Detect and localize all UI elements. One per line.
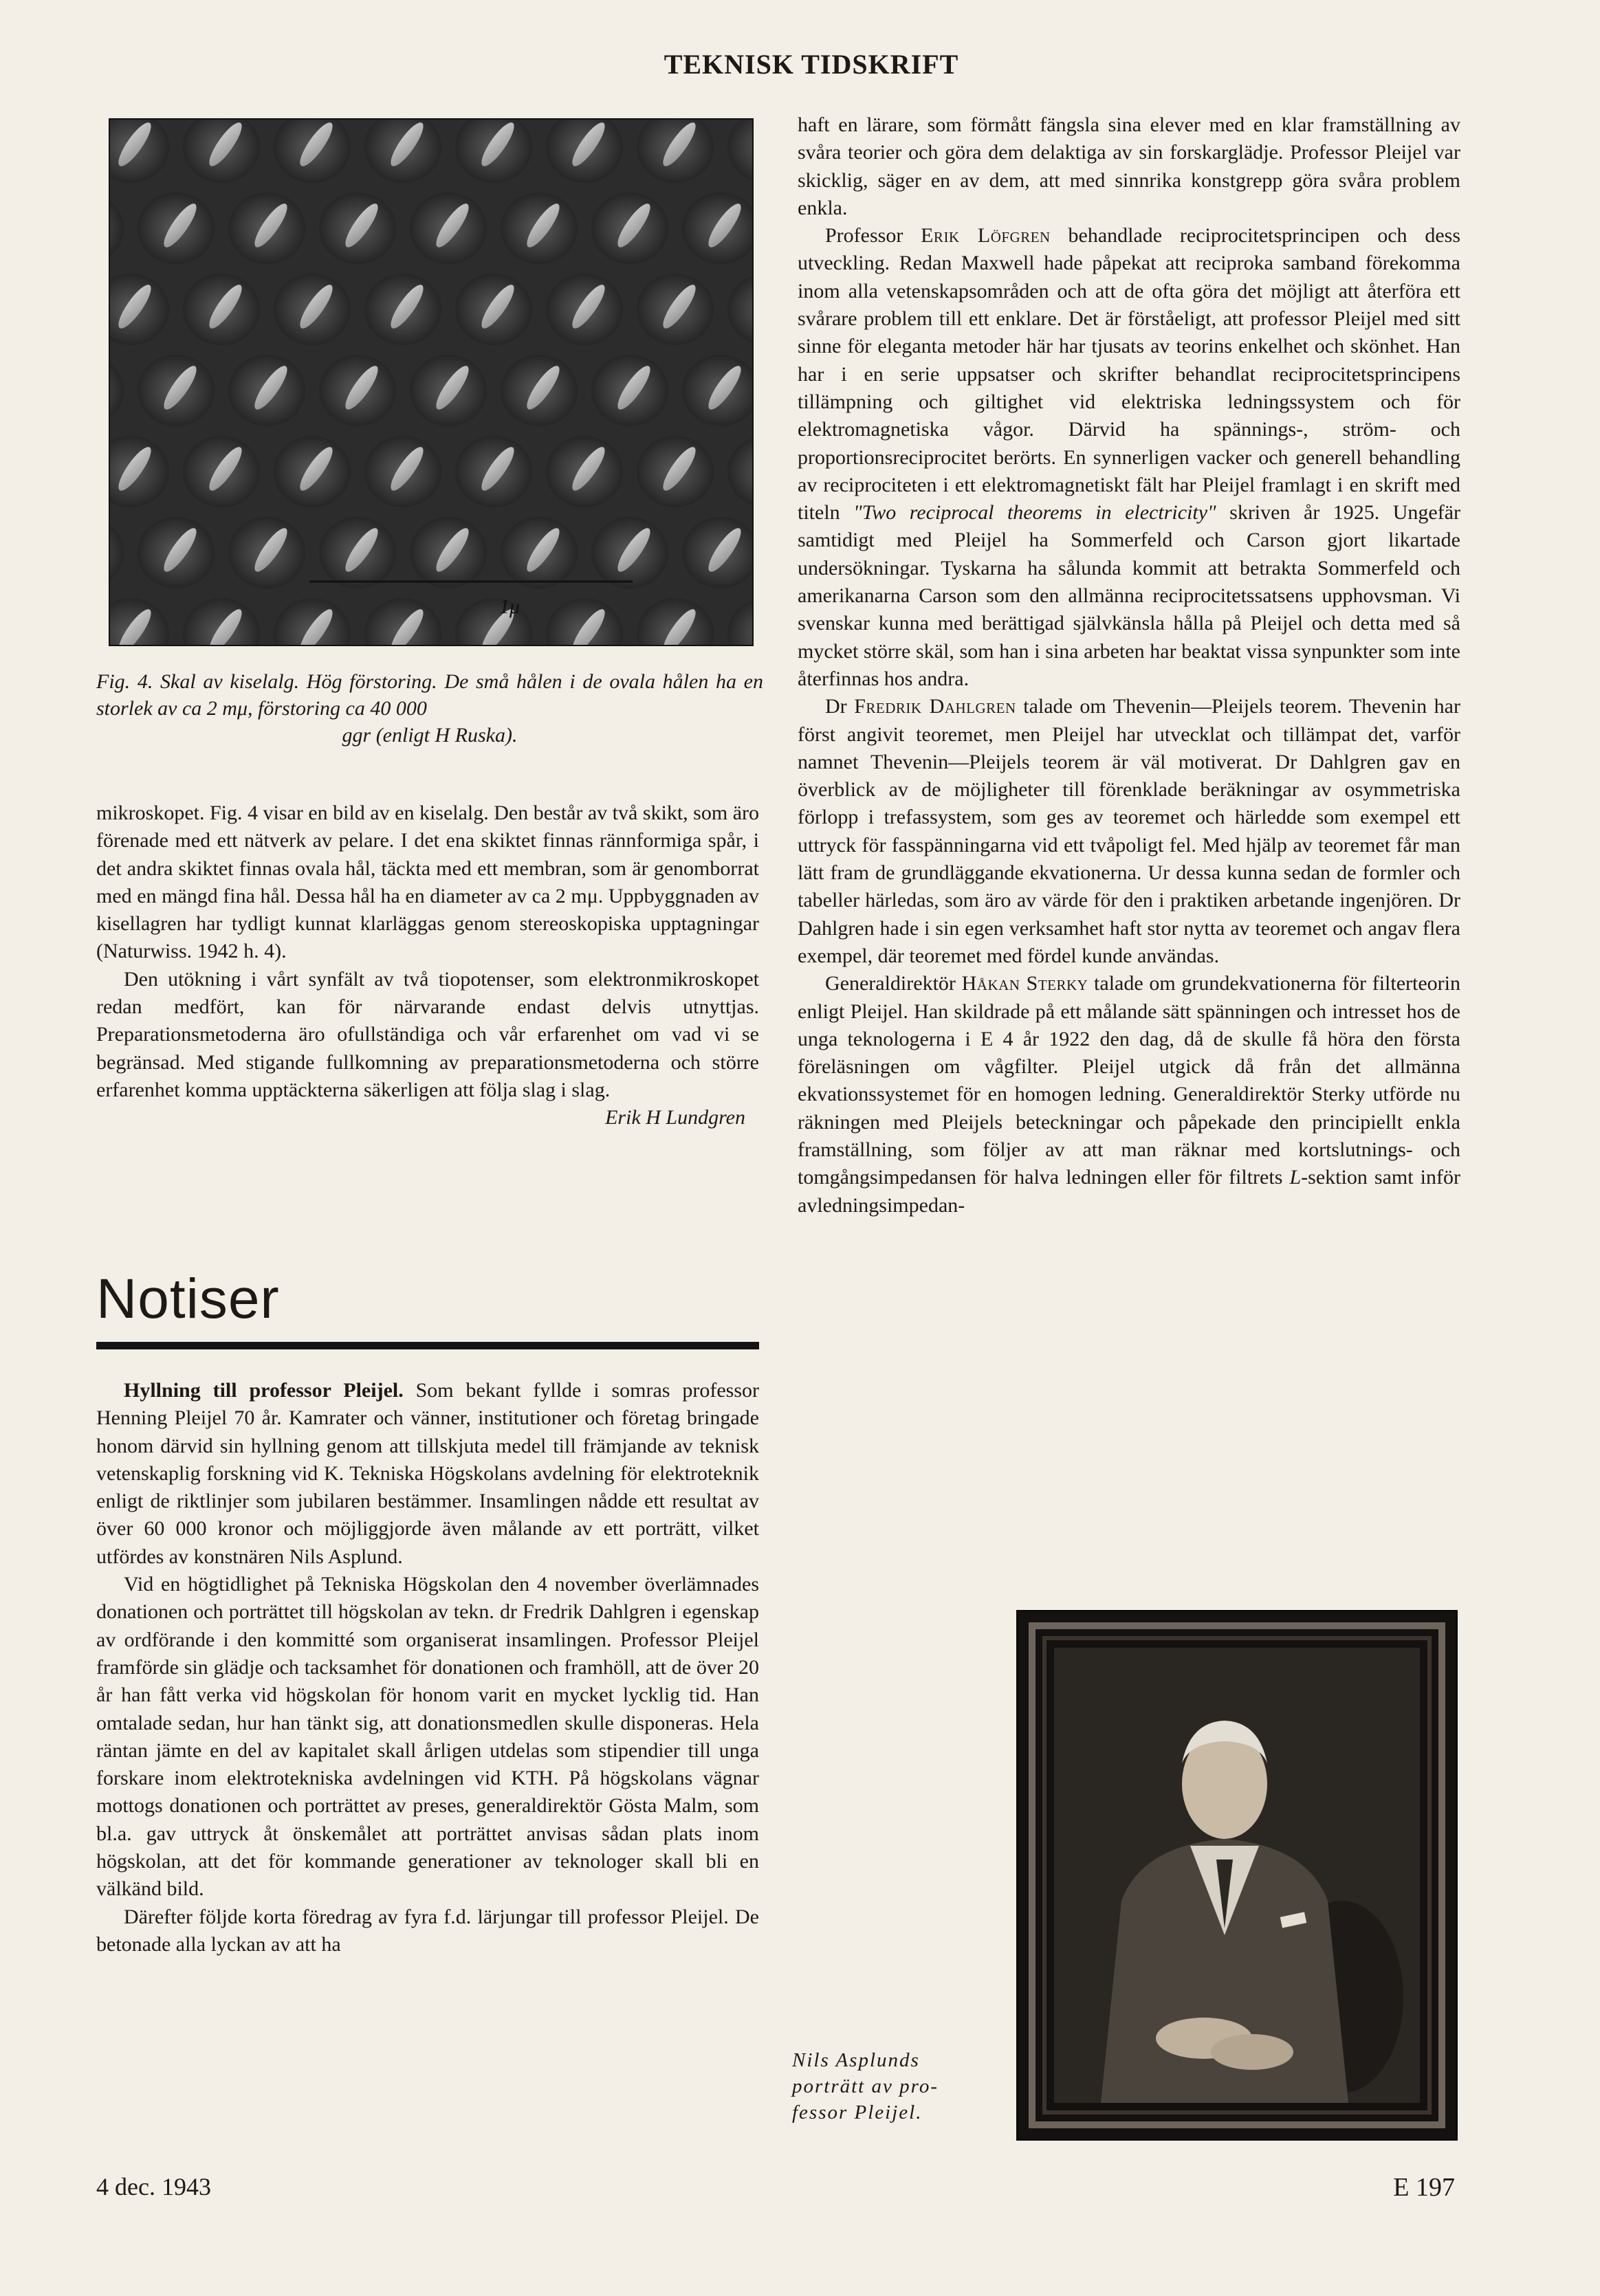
caption-line-2: ovala hålen ha en storlek av ca 2 mμ, förstoring ca 40 000 (96, 670, 763, 720)
section-rule (96, 1342, 759, 1349)
right-column (798, 111, 1460, 1219)
text-fragment: talade om grundekvationerna för filterteorin enligt Pleijel. Han skildrade på ett målande sätt spänningen och intresset hos de unga teknologerna i E 4 år 1922 den dag, då de skulle få höra den första föreläsningen om vågfilter. Pleijel utgick då från det allmänna ekvationssystemet för en homogen ledning. Generaldirektör Sterky utförde nu räkningen med Pleijels beteckningar och påpekade den principiellt enkla framställning, som följer av att man räknar med kortslutnings- och tomgångsimpedansen för halva ledningen eller för filtrets (798, 972, 1461, 1189)
portrait-caption-line: Nils Asplunds (792, 2049, 920, 2071)
article-ending (96, 799, 759, 1132)
article-paragraph: mikroskopet. Fig. 4 visar en bild av en kiselalg. Den består av två skikt, som äro förenade med ett nätverk av pelare. I det ena skiktet finnas rännformiga spår, i det andra skiktet finnas ovala hål, täckta med ett membran, som är genomborrat med en mängd fina hål. Dessa hål ha en diameter av ca 2 mμ. Uppbyggnaden av kisellagren har tydligt kunnat klarläggas genom stereoskopiska upptagningar (Naturwiss. 1942 h. 4). (96, 802, 759, 963)
notice-column (96, 1377, 759, 1958)
article-paragraph-text: Den utökning i vårt synfält av två tiopotenser, som elektronmikroskopet redan medfört, kan för närvarande endast delvis utnyttjas. Preparationsmetoderna äro ofullständiga och vår erfarenhet om vad vi se begränsad. Med stigande fullkomning av preparationsmetoderna och större erfarenhet komma upptäckterna säkerligen att följa slag i slag. (96, 967, 759, 1101)
issue-date: 4 dec. 1943 (96, 2173, 211, 2200)
right-paragraph (798, 222, 1460, 693)
figure-4-micrograph (109, 118, 754, 646)
article-paragraph (96, 966, 759, 1129)
speaker-name: Erik Löfgren (921, 224, 1051, 247)
notice-paragraph: Därefter följde korta föredrag av fyra f.d. lärjungar till professor Pleijel. De betonade alla lyckan av att ha (96, 1905, 759, 1956)
caption-line-1: Fig. 4. Skal av kiselalg. Hög förstoring. De små hålen i de (96, 670, 602, 693)
speaker-name: Fredrik Dahlgren (854, 695, 1016, 718)
figure-4-caption (96, 668, 763, 749)
text-fragment: Professor (825, 224, 921, 247)
portrait-photo (1016, 1610, 1458, 2141)
symbol-italic: L (1289, 1166, 1302, 1189)
notice-paragraph: Vid en högtidlighet på Tekniska Högskolan den 4 november överlämnades donationen och porträttet till högskolan av tekn. dr Fredrik Dahlgren i egenskap av ordförande i den kommitté som organiserat insamlingen. Professor Pleijel framförde sin glädje och tacksamhet för donationen och framhöll, att de över 20 år han fått verka vid högskolan för honom varit en mycket lycklig tid. Han omtalade sedan, hur han tänkt sig, att donationsmedlen skulle disponeras. Hela räntan jämte en del av kapitalet skall årligen utdelas som stipendier till unga forskare inom elektrotekniska avdelningen vid KTH. På högskolans vägnar mottogs donationen och porträttet av preses, generaldirektör Gösta Malm, som bl.a. gav uttryck åt önskemålet att porträttet anvisas sådan plats inom högskolan, att det för kommande generationer av teknologer skall bli en välkänd bild. (96, 1573, 759, 1901)
text-fragment: -sektion samt inför avledningsimpedan- (798, 1166, 1460, 1217)
right-paragraph: haft en lärare, som förmått fängsla sina elever med en klar framställning av svåra teorier och göra dem delaktiga av sin forskarglädje. Professor Pleijel var skicklig, säger en av dem, att med sinnrika konstgrepp göra svåra problem enkla. (798, 113, 1460, 219)
caption-line-3: ggr (enligt H Ruska). (342, 724, 518, 747)
portrait-caption-line: fessor Pleijel. (792, 2101, 923, 2123)
notice-title: Hyllning till professor Pleijel. (124, 1379, 404, 1402)
text-fragment: behandlade reciprocitetsprincipen och dess utveckling. Redan Maxwell hade påpekat att reciproka samband förekomma inom alla vetenskapsområden och att de ofta göra det möjligt att återföra ett svårare problem till ett enklare. Det är förståeligt, att professor Pleijel med sitt sinne för eleganta metoder här har tjusats av teorins enkelhet och skönhet. Han har i en serie uppsatser och skrifter behandlat reciprocitetsprincipens tillämpning och giltighet vid elektriska ledningssystem och för elektromagnetiska vågor. Därvid ha spännings-, ström- och proportionsreciprocitet berörts. En synnerligen vacker och generell behandling av reciprociteten i ett elektromagnetiskt fält har Pleijel framlagt i en skrift med titeln (798, 224, 1461, 525)
portrait-image (1018, 1612, 1456, 2139)
right-paragraph (798, 693, 1460, 970)
portrait-caption-line: porträtt av pro- (792, 2075, 939, 2097)
speaker-name: Håkan Sterky (961, 972, 1088, 995)
diatom-image (110, 120, 752, 645)
portrait-caption (792, 2047, 964, 2126)
page-number: E 197 (1393, 2173, 1455, 2202)
section-heading: Notiser (96, 1268, 280, 1330)
text-fragment: talade om Thevenin—Pleijels teorem. Thevenin har först angivit teoremet, men Pleijel har utvecklat och tillämpat det, varför namnet Thevenin—Pleijels teorem är väl motiverat. Dr Dahlgren gav en överblick av de möjligheter till förenklade beräkningar av osymmetriska förlopp i trefassystem, som ges av teoremet och härledde som exempel ett uttryck för fasspänningarna vid ett tvåpoligt fel. Med hjälp av teoremet får man lätt fram de grundläggande ekvationerna. Ur dessa kunna sedan de formler och tabeller härledas, som äro av värde för den i praktiken arbetande ingenjören. Dr Dahlgren hade i sin egen verksamhet haft stor nytta av teoremet och angav flera exempel, där teoremet med fördel kunde användas. (798, 695, 1460, 967)
right-paragraph (798, 970, 1460, 1219)
notice-text: Som bekant fyllde i somras professor Henning Pleijel 70 år. Kamrater och vänner, institutioner och företag bringade honom därvid sin hyllning genom att tillskjuta medel till främjande av teknisk vetenskaplig forskning vid K. Tekniska Högskolans avdelning för elektroteknik enligt de riktlinjer som jubilaren bestämmer. Insamlingen nådde ett resultat av över 60 000 kronor och möjliggjorde även målande av ett porträtt, vilket utfördes av konstnären Nils Asplund. (96, 1379, 760, 1568)
work-title: "Two reciprocal theorems in electricity" (853, 501, 1216, 525)
running-head: TEKNISK TIDSKRIFT (664, 49, 959, 80)
text-fragment: skriven år 1925. Ungefär samtidigt med Pleijel ha Sommerfeld och Carson gjort likartade undersökningar. Tyskarna ha sålunda kommit att betrakta Sommerfeld och amerikanarna Carson som den allmänna reciprocitetssatsens upphovsman. Vi svenskar kunna med berättigad självkänsla hålla på Pleijel och detta med så mycket större skäl, som han i sina arbeten har beaktat vissa synpunkter som inte återfinnas hos andra. (798, 501, 1461, 690)
author-signature: Erik H Lundgren (605, 1106, 745, 1129)
notice-paragraph (96, 1377, 759, 1571)
scale-label: 1μ (499, 595, 520, 618)
text-fragment: Generaldirektör (825, 972, 962, 995)
text-fragment: Dr (825, 695, 855, 718)
